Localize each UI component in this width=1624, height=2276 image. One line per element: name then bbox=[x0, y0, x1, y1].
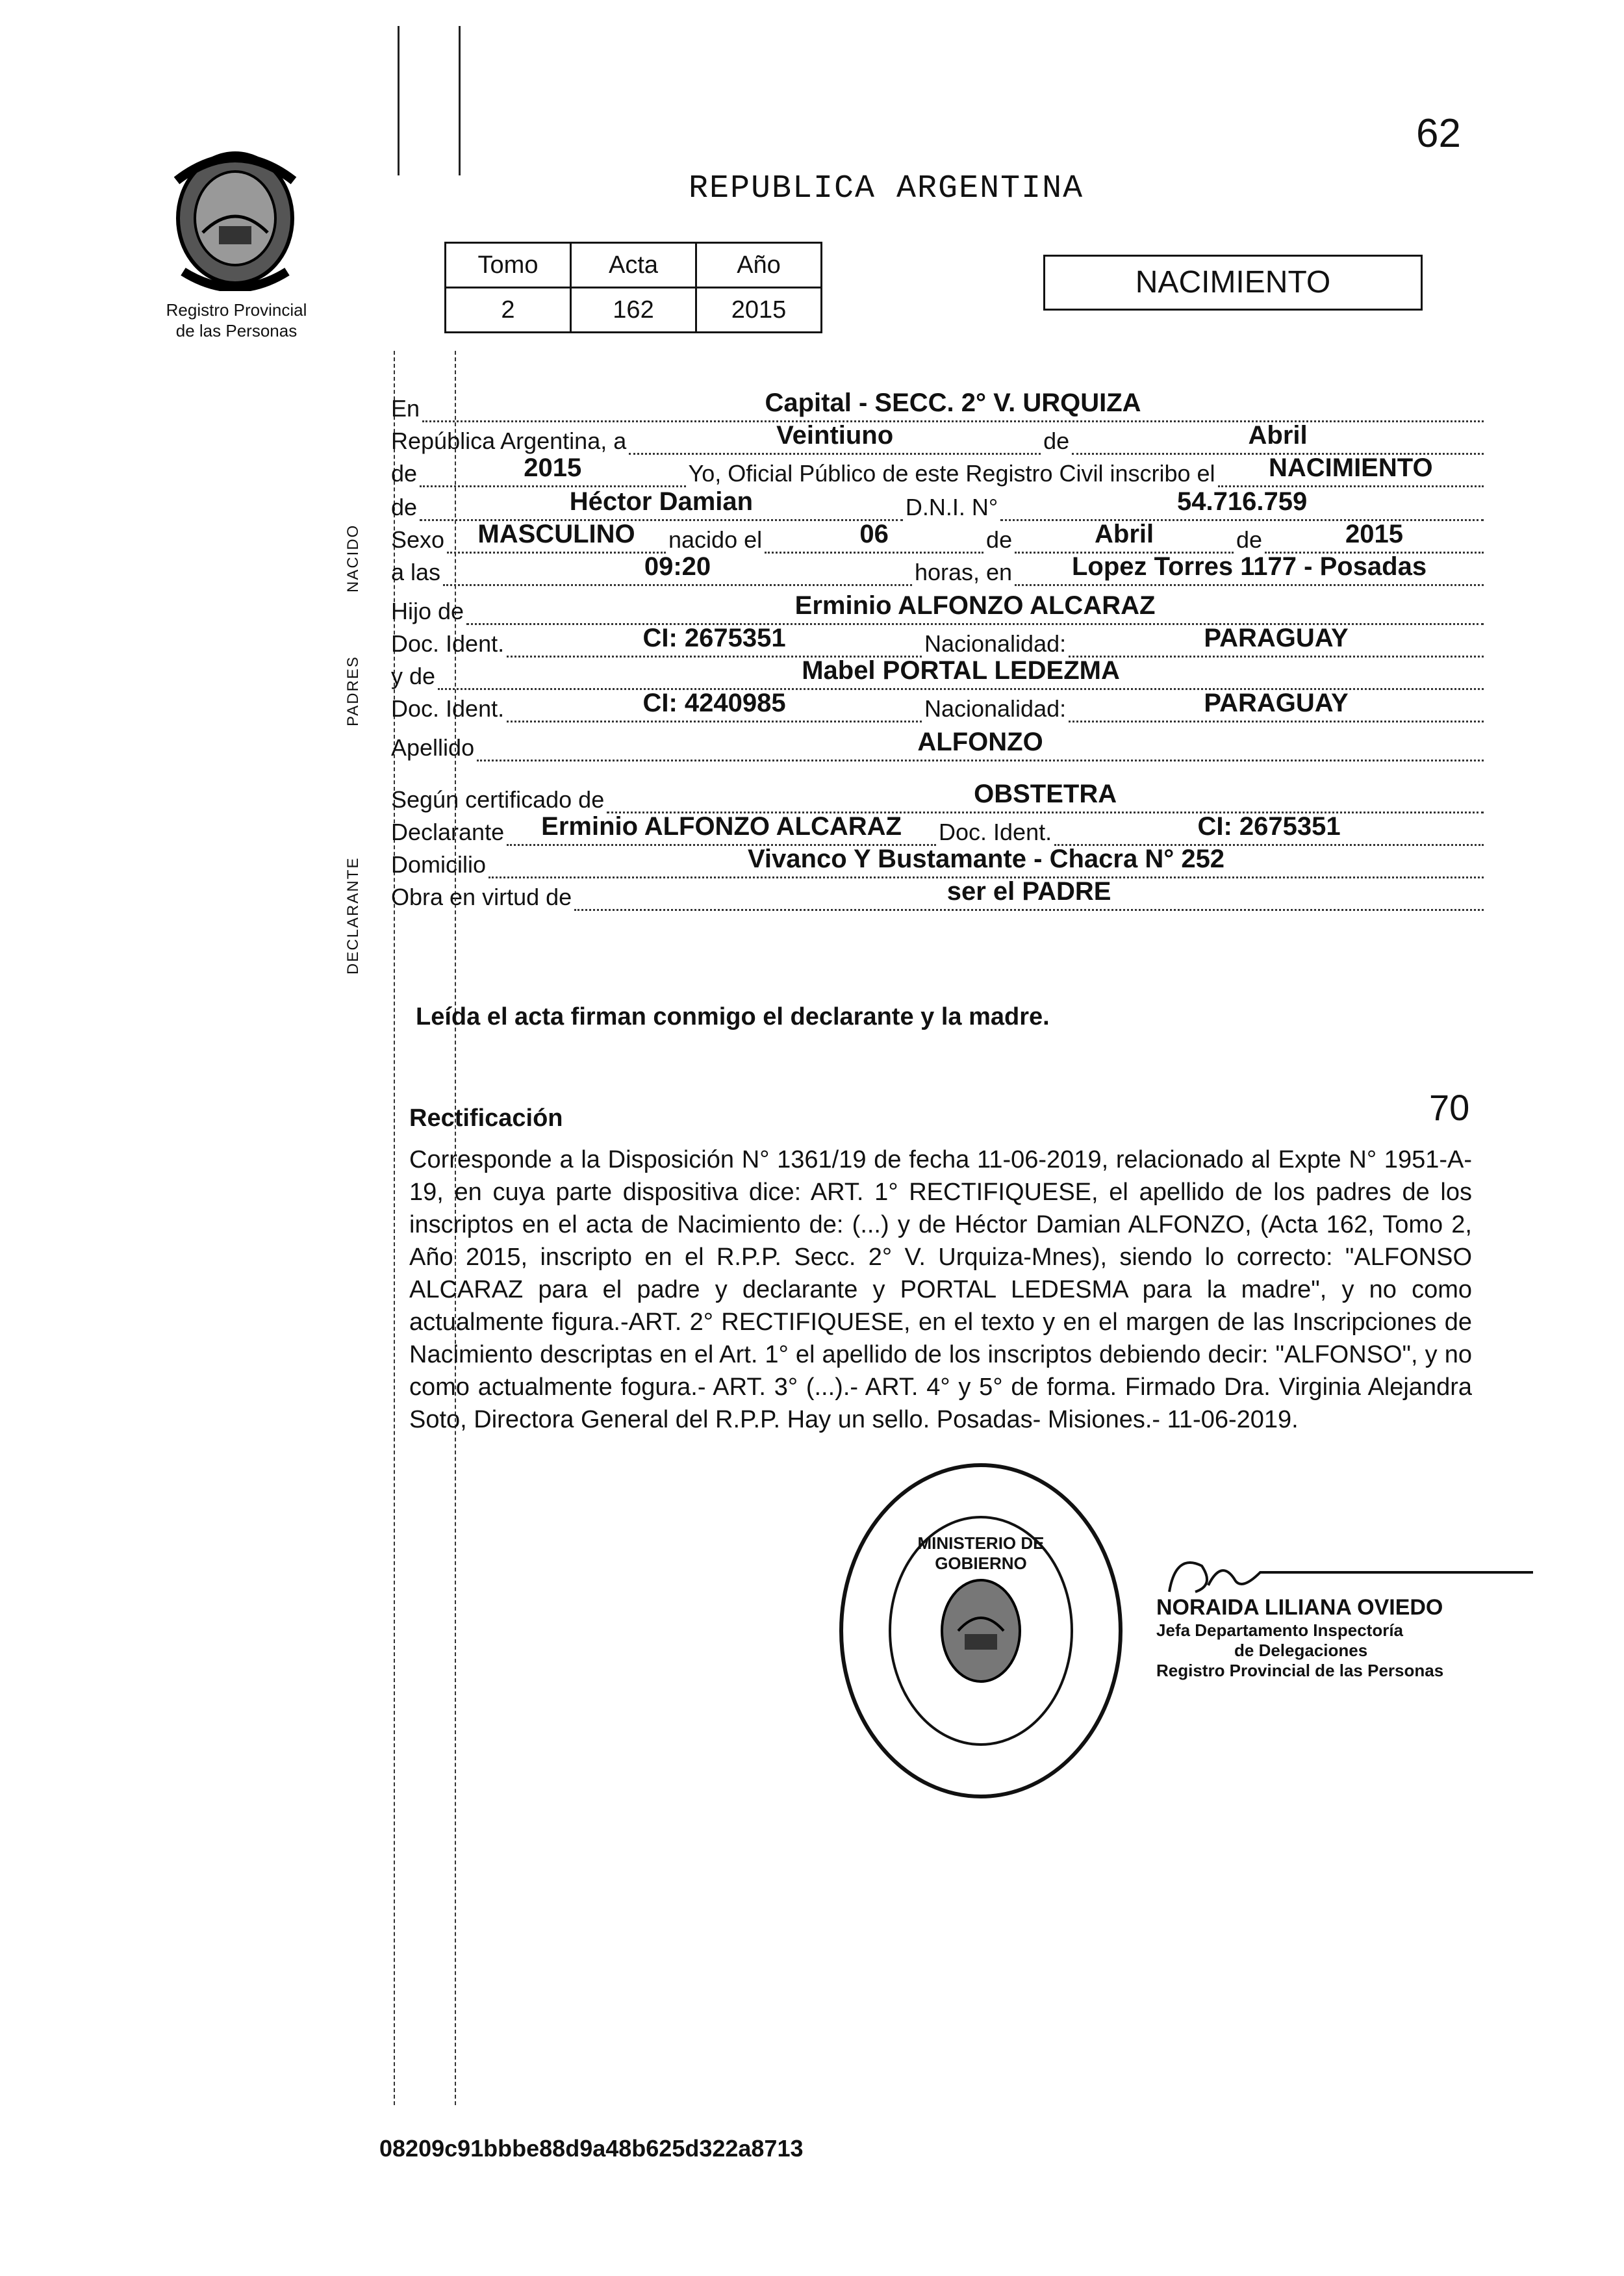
margin-line-right bbox=[459, 26, 461, 175]
form-field bbox=[1218, 454, 1484, 487]
header-acta: Acta bbox=[571, 243, 696, 288]
form-field bbox=[420, 454, 685, 487]
form-line bbox=[391, 810, 1486, 846]
form-line bbox=[391, 621, 1486, 658]
form-value: CI: 2675351 bbox=[1197, 812, 1341, 841]
form-value: MASCULINO bbox=[477, 520, 635, 548]
form-line bbox=[391, 842, 1486, 878]
form-label: nacido el bbox=[668, 526, 763, 553]
form-line bbox=[391, 550, 1486, 586]
form-field bbox=[443, 552, 912, 586]
form-line bbox=[391, 589, 1486, 625]
form-value: Mabel PORTAL LEDEZMA bbox=[802, 656, 1120, 685]
form-value: ser el PADRE bbox=[946, 877, 1111, 906]
form-value: Erminio ALFONZO ALCARAZ bbox=[541, 812, 902, 841]
form-value: 54.716.759 bbox=[1177, 487, 1308, 516]
form-label: de bbox=[391, 460, 418, 487]
form-field bbox=[574, 877, 1484, 911]
form-value: Abril bbox=[1095, 520, 1154, 548]
stamp-inner-text: MINISTERIO DE GOBIERNO bbox=[917, 1533, 1045, 1573]
form-value: PARAGUAY bbox=[1204, 624, 1349, 652]
closing-statement: Leída el acta firman conmigo el declarante y la madre. bbox=[416, 1003, 1050, 1030]
side-label-padres: PADRES bbox=[344, 656, 362, 726]
stamp-icon bbox=[831, 1455, 1130, 1806]
header-ano: Año bbox=[696, 243, 822, 288]
rectification-number: 70 bbox=[1429, 1087, 1470, 1128]
form-value: ALFONZO bbox=[917, 728, 1043, 756]
form-value: CI: 4240985 bbox=[642, 689, 786, 717]
form-label: Obra en virtud de bbox=[391, 884, 572, 910]
form-field bbox=[1015, 552, 1484, 586]
form-value: Veintiuno bbox=[776, 421, 894, 450]
form-label: Nacionalidad: bbox=[924, 630, 1067, 657]
form-value: Abril bbox=[1248, 421, 1308, 450]
form-line bbox=[391, 654, 1486, 690]
header-tomo: Tomo bbox=[446, 243, 571, 288]
provincial-seal bbox=[157, 142, 313, 291]
form-value: Capital - SECC. 2° V. URQUIZA bbox=[765, 389, 1141, 417]
form-label: En bbox=[391, 395, 420, 422]
form-label: Apellido bbox=[391, 734, 475, 761]
form-label: Según certificado de bbox=[391, 786, 605, 813]
document-hash: 08209c91bbbe88d9a48b625d322a8713 bbox=[379, 2135, 804, 2162]
form-value: CI: 2675351 bbox=[642, 624, 786, 652]
form-line bbox=[391, 451, 1486, 487]
value-tomo: 2 bbox=[446, 288, 571, 333]
form-value: 2015 bbox=[524, 454, 582, 482]
form-field bbox=[477, 728, 1484, 761]
form-label: de bbox=[986, 526, 1013, 553]
form-value: Lopez Torres 1177 - Posadas bbox=[1071, 552, 1427, 581]
form-label: Domicilio bbox=[391, 851, 487, 878]
rectification-body: Corresponde a la Disposición N° 1361/19 de fecha 11-06-2019, relacionado al Expte N° 1951-A-19, en cuya parte dispositiva dice: ART. 1° RECTIFIQUESE, el apellido de los padres de los inscriptos en el acta de Nacimiento de: (...) y de Héctor Damian ALFONZO, (Acta 162, Tomo 2, Año 2015, inscripto en el R.P.P. Secc. 2° V. Urquiza-Mnes), siendo lo correcto: "ALFONSO ALCARAZ para el padre y declarante y PORTAL LEDESMA para la madre", y no como actualmente figura.-ART. 2° RECTIFIQUESE, en el texto y en el margen de las Inscripciones de Nacimiento descriptas en el Art. 1° el apellido de los inscriptos debiendo decir: "ALFONSO", y no como actualmente fogura.- ART. 3° (...).- ART. 4° y 5° de forma. Firmado Dra. Virginia Alejandra Soto, Directora General del R.P.P. Hay un sello. Posadas- Misiones.- 11-06-2019. bbox=[409, 1146, 1472, 1433]
form-line bbox=[391, 686, 1486, 722]
agency-name-line2: de las Personas bbox=[175, 321, 298, 340]
form-value: OBSTETRA bbox=[974, 780, 1117, 808]
form-label: Sexo bbox=[391, 526, 445, 553]
form-line bbox=[391, 485, 1486, 521]
form-line bbox=[391, 418, 1486, 455]
form-value: Erminio ALFONZO ALCARAZ bbox=[794, 591, 1156, 620]
rectification-title: Rectificación bbox=[409, 1105, 563, 1132]
form-label: de bbox=[1236, 526, 1263, 553]
form-value: 09:20 bbox=[644, 552, 711, 581]
form-field bbox=[507, 689, 922, 722]
form-label: República Argentina, a bbox=[391, 428, 627, 454]
signer-title1: Jefa Departamento Inspectoría bbox=[1156, 1620, 1404, 1640]
signer-title3: Registro Provincial de las Personas bbox=[1156, 1661, 1444, 1680]
form-value: 2015 bbox=[1345, 520, 1404, 548]
side-label-nacido: NACIDO bbox=[344, 524, 362, 593]
form-value: 06 bbox=[859, 520, 889, 548]
form-line bbox=[391, 386, 1486, 422]
official-stamp bbox=[831, 1455, 1130, 1806]
value-ano: 2015 bbox=[696, 288, 822, 333]
signer-name: NORAIDA LILIANA OVIEDO bbox=[1156, 1595, 1443, 1620]
form-label: Hijo de bbox=[391, 598, 464, 624]
coat-of-arms-icon bbox=[157, 142, 313, 291]
form-line bbox=[391, 517, 1486, 554]
side-label-declarante: DECLARANTE bbox=[344, 856, 362, 975]
table-header-row bbox=[446, 243, 822, 288]
form-line bbox=[391, 875, 1486, 911]
table-row bbox=[446, 288, 822, 333]
form-value: PARAGUAY bbox=[1204, 689, 1349, 717]
document-type-box: NACIMIENTO bbox=[1043, 255, 1423, 311]
form-value: Héctor Damian bbox=[569, 487, 754, 516]
form-label: a las bbox=[391, 559, 441, 585]
form-label: horas, en bbox=[914, 559, 1013, 585]
form-label: y de bbox=[391, 663, 436, 689]
form-label: de bbox=[391, 494, 418, 520]
form-line bbox=[391, 725, 1486, 761]
form-value: NACIMIENTO bbox=[1268, 454, 1433, 482]
register-table bbox=[444, 242, 822, 333]
margin-line-left bbox=[398, 26, 400, 175]
form-label: Doc. Ident. bbox=[939, 819, 1052, 845]
page-number: 62 bbox=[1416, 111, 1461, 156]
signer-title2: de Delegaciones bbox=[1234, 1641, 1368, 1660]
value-acta: 162 bbox=[571, 288, 696, 333]
country-title: REPUBLICA ARGENTINA bbox=[689, 170, 1084, 207]
form-label: Doc. Ident. bbox=[391, 695, 505, 722]
form-label: de bbox=[1043, 428, 1070, 454]
form-label: Declarante bbox=[391, 819, 505, 845]
signature-block bbox=[1156, 1546, 1559, 1681]
form-value: Vivanco Y Bustamante - Chacra N° 252 bbox=[747, 845, 1225, 873]
agency-name-line1: Registro Provincial bbox=[166, 300, 307, 320]
form-label: Doc. Ident. bbox=[391, 630, 505, 657]
form-line bbox=[391, 777, 1486, 813]
form-label: Yo, Oficial Público de este Registro Civil inscribo el bbox=[688, 460, 1215, 487]
form-field bbox=[1069, 689, 1484, 722]
form-label: Nacionalidad: bbox=[924, 695, 1067, 722]
form-label: D.N.I. N° bbox=[905, 494, 998, 520]
